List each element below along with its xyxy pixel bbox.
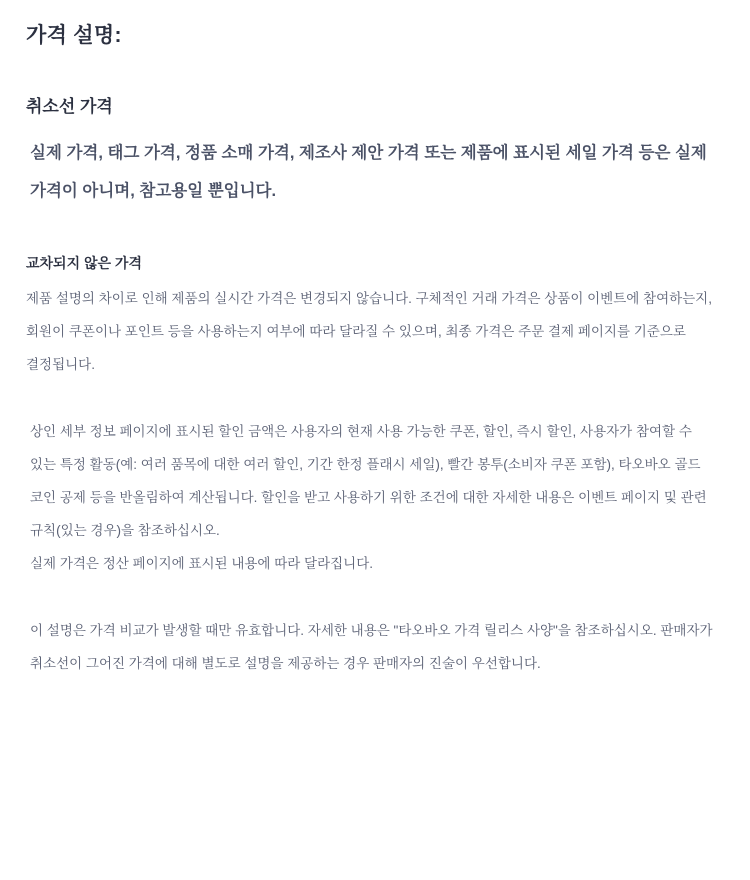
paragraph-discount-calculation: 상인 세부 정보 페이지에 표시된 할인 금액은 사용자의 현재 사용 가능한 쿠폰, 할인, 즉시 할인, 사용자가 참여할 수 있는 특정 활동(예: 여러 품목에 대한 여러 할인, 기간 한정 플래시 세일), 빨간 봉투(소비자 쿠폰 포함), 타오바오 골드 코인 공제 등을 반올림하여 계산됩니다. 할인을 받고 사용하기 위한 조건에 대한 자세한 내용은 이벤트 페이지 및 관련 규칙(있는 경우)을 참조하십시오. (30, 424, 707, 538)
paragraph-realtime-price: 제품 설명의 차이로 인해 제품의 실시간 가격은 변경되지 않습니다. 구체적인 거래 가격은 상품이 이벤트에 참여하는지, 회원이 쿠폰이나 포인트 등을 사용하는지 여부에 따라 달라질 수 있으며, 최종 가격은 주문 결제 페이지를 기준으로 결정됩니다. (26, 291, 712, 372)
paragraph-price-comparison-note: 이 설명은 가격 비교가 발생할 때만 유효합니다. 자세한 내용은 "타오바오 가격 릴리스 사양"을 참조하십시오. 판매자가 취소선이 그어진 가격에 대해 별도로 설명을 제공하는 경우 판매자의 진술이 우선합니다. (30, 623, 713, 671)
subsection-heading-non-crossed-price: 교차되지 않은 가격 (26, 255, 142, 271)
section-heading-strikethrough-price: 취소선 가격 (26, 97, 113, 116)
section-lead-text: 실제 가격, 태그 가격, 정품 소매 가격, 제조사 제안 가격 또는 제품에 표시된 세일 가격 등은 실제 가격이 아니며, 참고용일 뿐입니다. (30, 144, 707, 200)
page-title: 가격 설명: (26, 24, 122, 47)
paragraph-settlement-price: 실제 가격은 정산 페이지에 표시된 내용에 따라 달라집니다. (30, 556, 373, 571)
